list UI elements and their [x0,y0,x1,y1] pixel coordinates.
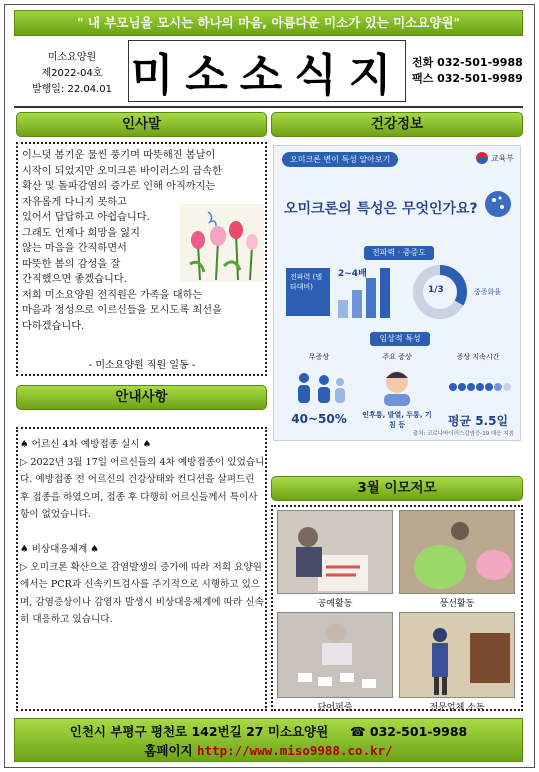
word-puzzle-image [278,613,393,698]
severity-fraction: 1/3 [428,285,444,295]
poster-source: 출처: 코로나바이러스감염증-19 대응 지침 [412,431,514,437]
caption-puzzle: 단어퍼즐 [317,703,353,713]
craft-activity-image [278,511,393,594]
calendar-days-icon [448,382,512,392]
photo-craft [277,510,393,594]
greeting-line: 저희 미소요양원 전직원은 가족을 대하는 [22,289,203,301]
greeting-line: 이느덧 봄기운 물씬 풍기며 따뜻해진 봄날이 [22,150,216,161]
duration-title: 증상 지속시간 [456,353,500,361]
masthead-title: 미소소식지 [128,40,406,102]
severity-label: 중증화율 [474,288,502,296]
tulip-illustration [180,204,264,282]
section-transmission-severity: 전파력 · 중증도 [364,246,434,260]
greeting-line: 다하겠습니다. [22,320,85,332]
footer-address-line [15,722,522,741]
notice-text [20,436,266,629]
notice-title-emergency: ♠ 비상대응체계 ♠ [20,543,99,555]
greeting-line: 있어서 답답하고 아쉽습니다. [22,212,150,223]
issue-info [24,50,120,98]
issue-number: 제2022-04호 [41,68,103,79]
poster-tag: 오미크론 변이 특성 알아보기 [282,152,398,167]
notice-body-vaccination: ▷ 2022년 3월 17일 어르신들의 4차 예방접종이 있었습니다. 예방접종 전 어르신의 건강상태와 컨디션을 살펴드린 후 접종을 하였으며, 접종 후 다행히 어르신들께서 특이사항이 없었습니다. [20,456,265,521]
people-icon [292,368,348,408]
greeting-line: 따뜻한 봄의 감성을 잘 [22,258,121,270]
photo-disinfection [399,612,515,698]
contact-info [412,55,523,87]
issue-date: 발행일: 22.04.01 [31,84,113,95]
caption-disinfection: 전문업체 소독 [429,703,485,713]
section-clinical: 임상적 특성 [370,332,430,346]
notice-body-emergency: ▷ 오미크론 확산으로 감염발생의 증가에 따라 저희 요양원에서는 PCR과 신속키트검사를 주기적으로 시행하고 있으며, 감염증상이나 감염자 발생시 비상대응체계에 따라 신속히 대응하고 있습니다. [20,561,264,626]
poster-title: 오미크론의 특성은 무엇인가요? [284,201,478,217]
health-heading: 건강정보 [271,112,523,137]
symptoms-value: 인후통, 발열, 두통, 기침 등 [362,411,432,429]
ministry-logo: 교육부 [476,152,514,164]
fax-number: 팩스 032-501-9989 [412,72,523,85]
slogan-bar: " 내 부모님을 모시는 하나의 마음, 아름다운 미소가 있는 미소요양원" [14,10,523,36]
balloon-activity-image [400,511,515,594]
sick-person-icon [374,366,420,408]
disinfection-image [400,613,515,698]
footer-address: 인천시 부평구 평천로 142번길 27 미소요양원 [69,724,329,739]
photo-balloon [399,510,515,594]
notice-heading: 안내사항 [16,385,267,410]
greeting-line: 자유롭게 다니지 못하고 [22,196,127,208]
taegeuk-icon [476,152,488,164]
march-heading: 3월 이모저모 [271,476,523,501]
header-rule [14,106,523,108]
homepage-label: 홈페이지 [144,743,193,758]
greeting-line: 마음과 정성으로 이르신들을 모시도록 최선을 [22,305,222,316]
photo-puzzle [277,612,393,698]
phone-number: 전화 032-501-9988 [412,56,523,69]
virus-icon [480,184,516,224]
footer-bar [14,718,523,762]
notice-title-vaccination: ♠ 어르신 4차 예방접종 실시 ♠ [20,439,152,450]
homepage-link[interactable]: http://www.miso9988.co.kr/ [197,743,393,758]
greeting-line: 확산 및 돌파감염의 증가로 인해 아직까지는 [22,181,216,192]
caption-balloon: 풍선활동 [439,599,475,609]
transmit-value: 2~4배 [338,269,367,279]
symptoms-title: 주요 증상 [382,353,412,361]
transmit-label: 전파력 (델타대비) [286,268,330,316]
footer-tel: ☎ 032-501-9988 [349,724,468,739]
duration-value: 평균 5.5일 [447,414,509,428]
greeting-line: 간직했으면 좋겠습니다. [22,274,127,285]
asymptomatic-title: 무증상 [308,353,330,361]
greeting-heading: 인사말 [16,112,267,137]
greeting-signature: - 미소요양원 직원 일동 - [88,360,196,371]
greeting-line: 않는 마음을 간직하면서 [22,243,127,254]
omicron-infographic [273,145,521,441]
greeting-line: 시작이 되었지만 오미크론 바이러스의 급속한 [22,165,222,177]
asymptomatic-value: 40~50% [291,412,347,426]
greeting-line: 그래도 언제나 희망을 잃지 [22,227,140,239]
footer-homepage-line [15,741,522,760]
caption-craft: 공예활동 [317,599,353,609]
org-name: 미소요양원 [47,52,97,63]
